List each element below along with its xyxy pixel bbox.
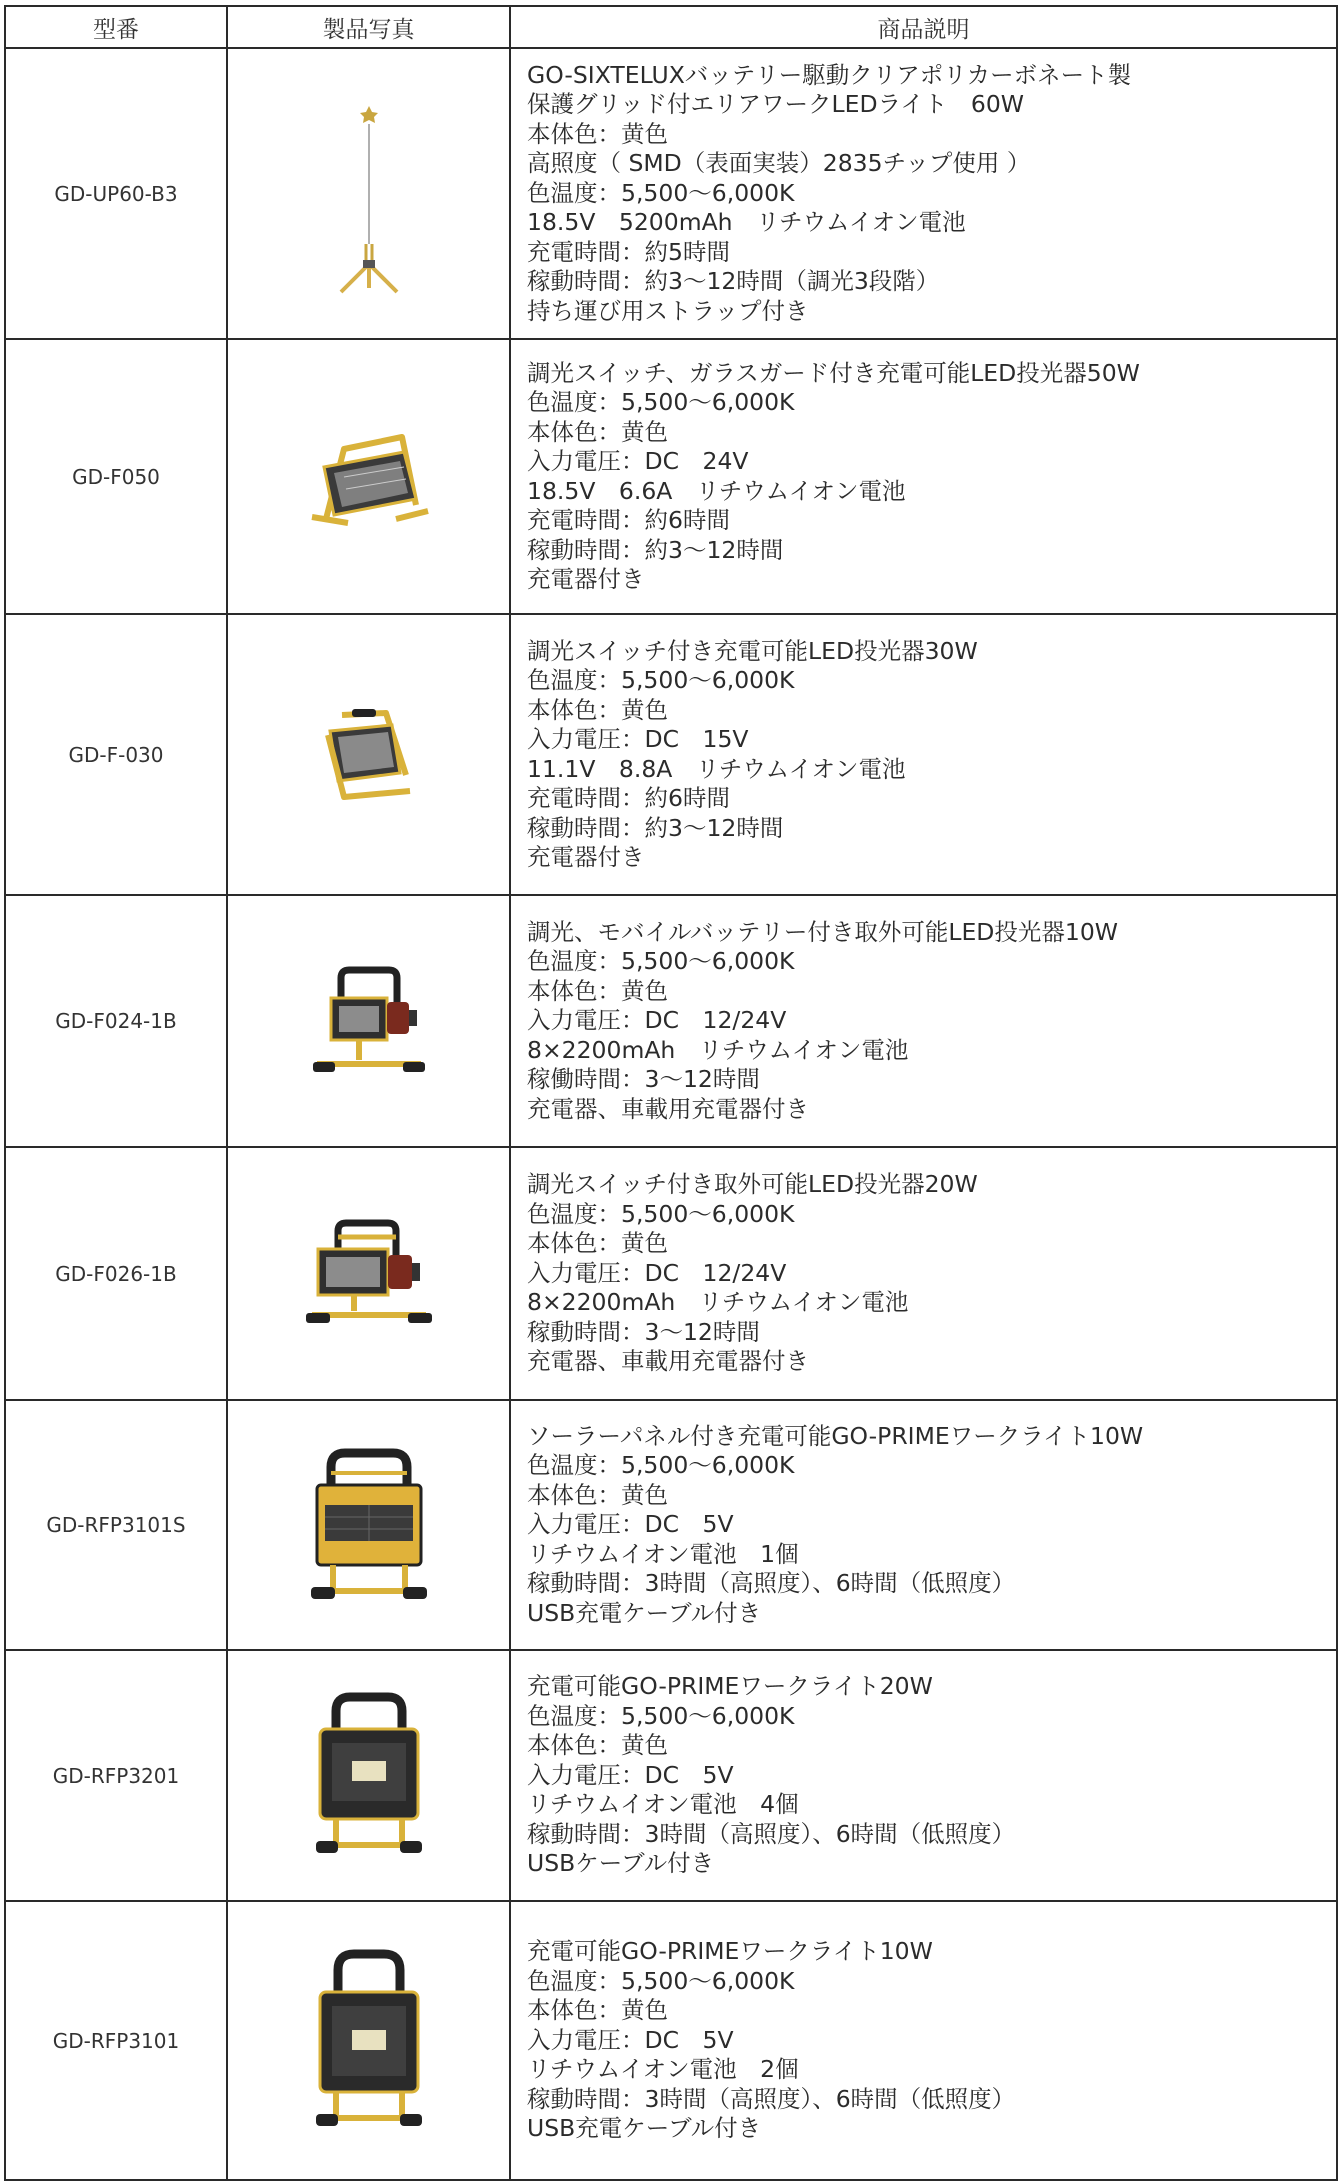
- desc-line: 入力電圧：DC 12/24V: [527, 1258, 787, 1287]
- desc-line: 充電時間：約6時間: [527, 784, 730, 812]
- product-table: [4, 5, 1338, 2181]
- floodlight-30w-icon: [314, 705, 424, 805]
- desc-line: 本体色：黄色: [527, 417, 668, 446]
- table-row: [5, 1650, 1337, 1901]
- model-number: GD-F050: [5, 339, 227, 614]
- desc-line: 稼動時間：約3～12時間: [527, 813, 784, 842]
- desc-line: 本体色：黄色: [527, 695, 668, 724]
- desc-line: 本体色：黄色: [527, 1996, 668, 2025]
- product-description: [510, 339, 1337, 614]
- desc-line: 色温度：5,500～6,000K: [527, 178, 795, 207]
- table-row: [5, 48, 1337, 339]
- desc-line: 調光スイッチ、ガラスガード付き充電可能LED投光器50W: [527, 358, 1140, 387]
- desc-line: 色温度：5,500～6,000K: [527, 666, 795, 694]
- desc-line: 入力電圧：DC 5V: [527, 1760, 734, 1789]
- desc-line: 稼働時間：3～12時間: [527, 1065, 760, 1094]
- desc-line: リチウムイオン電池 4個: [527, 1790, 799, 1819]
- desc-line: 高照度（ SMD（表面実装）2835チップ使用 ）: [527, 149, 1031, 178]
- desc-line: 持ち運び用ストラップ付き: [527, 296, 809, 325]
- solar-worklight-icon: [309, 1445, 429, 1605]
- desc-line: 本体色：黄色: [527, 119, 668, 148]
- desc-line: 8×2200mAh リチウムイオン電池: [527, 1035, 909, 1064]
- desc-line: USB充電ケーブル付き: [527, 2114, 762, 2143]
- desc-line: 色温度：5,500～6,000K: [527, 947, 795, 976]
- desc-line: 調光スイッチ付き取外可能LED投光器20W: [527, 1170, 978, 1199]
- desc-line: 保護グリッド付エリアワークLEDライト 60W: [527, 90, 1025, 119]
- product-photo: [227, 614, 510, 895]
- desc-line: 充電器、車載用充電器付き: [527, 1094, 809, 1123]
- model-number: GD-F024-1B: [5, 895, 227, 1147]
- product-photo: [227, 1147, 510, 1400]
- model-number: GD-RFP3201: [5, 1650, 227, 1901]
- desc-line: 充電器付き: [527, 843, 645, 871]
- floodlight-20w-icon: [304, 1219, 434, 1329]
- table-row: [5, 339, 1337, 614]
- desc-line: 充電可能GO-PRIMEワークライト20W: [527, 1672, 933, 1701]
- model-number: GD-F026-1B: [5, 1147, 227, 1400]
- desc-line: 11.1V 8.8A リチウムイオン電池: [527, 754, 906, 783]
- desc-line: 本体色：黄色: [527, 1731, 668, 1760]
- desc-line: 色温度：5,500～6,000K: [527, 1966, 795, 1995]
- desc-line: 稼動時間：3時間（高照度）、6時間（低照度）: [527, 1569, 1016, 1598]
- product-photo: [227, 1650, 510, 1901]
- table-row: [5, 1901, 1337, 2180]
- desc-line: 色温度：5,500～6,000K: [527, 388, 795, 416]
- floodlight-50w-icon: [304, 427, 434, 527]
- table-row: [5, 1400, 1337, 1650]
- desc-line: 入力電圧：DC 15V: [527, 725, 749, 753]
- model-number: GD-RFP3101: [5, 1901, 227, 2180]
- desc-line: 稼動時間：約3～12時間: [527, 535, 784, 564]
- desc-line: 稼動時間：3時間（高照度）、6時間（低照度）: [527, 1819, 1016, 1848]
- desc-line: USB充電ケーブル付き: [527, 1598, 762, 1627]
- product-photo: [227, 1400, 510, 1650]
- product-description: [510, 48, 1337, 339]
- product-description: [510, 1650, 1337, 1901]
- worklight-20w-icon: [314, 1691, 424, 1861]
- header-photo: 製品写真: [227, 6, 510, 48]
- product-description: [510, 1901, 1337, 2180]
- product-photo: [227, 339, 510, 614]
- model-number: GD-F-030: [5, 614, 227, 895]
- table-row: [5, 895, 1337, 1147]
- desc-line: リチウムイオン電池 2個: [527, 2055, 799, 2084]
- desc-line: 本体色：黄色: [527, 976, 668, 1005]
- table-row: [5, 1147, 1337, 1400]
- product-description: [510, 1400, 1337, 1650]
- product-photo: [227, 48, 510, 339]
- desc-line: 稼動時間：3～12時間: [527, 1317, 760, 1346]
- desc-line: 入力電圧：DC 12/24V: [527, 1006, 787, 1035]
- header-model: 型番: [5, 6, 227, 48]
- desc-line: 入力電圧：DC 5V: [527, 2025, 734, 2054]
- desc-line: 稼動時間：3時間（高照度）、6時間（低照度）: [527, 2084, 1016, 2113]
- desc-line: 本体色：黄色: [527, 1229, 668, 1258]
- floodlight-10w-icon: [309, 964, 429, 1079]
- desc-line: 充電可能GO-PRIMEワークライト10W: [527, 1937, 933, 1966]
- desc-line: ソーラーパネル付き充電可能GO-PRIMEワークライト10W: [527, 1421, 1144, 1450]
- product-photo: [227, 1901, 510, 2180]
- desc-line: 18.5V 6.6A リチウムイオン電池: [527, 476, 906, 505]
- desc-line: 色温度：5,500～6,000K: [527, 1451, 795, 1480]
- product-description: [510, 895, 1337, 1147]
- desc-line: 調光、モバイルバッテリー付き取外可能LED投光器10W: [527, 917, 1119, 946]
- desc-line: 色温度：5,500～6,000K: [527, 1701, 795, 1730]
- product-description: [510, 1147, 1337, 1400]
- desc-line: 充電器付き: [527, 565, 645, 593]
- desc-line: 色温度：5,500～6,000K: [527, 1199, 795, 1228]
- header-description: 商品説明: [510, 6, 1337, 48]
- product-description: [510, 614, 1337, 895]
- desc-line: リチウムイオン電池 1個: [527, 1539, 799, 1568]
- desc-line: 充電器、車載用充電器付き: [527, 1347, 809, 1376]
- desc-line: USBケーブル付き: [527, 1849, 715, 1878]
- model-number: GD-RFP3101S: [5, 1400, 227, 1650]
- table-row: [5, 614, 1337, 895]
- product-photo: [227, 895, 510, 1147]
- model-number: GD-UP60-B3: [5, 48, 227, 339]
- desc-line: 8×2200mAh リチウムイオン電池: [527, 1288, 909, 1317]
- desc-line: 充電時間：約6時間: [527, 506, 730, 534]
- tripod-area-light-icon: [329, 94, 409, 294]
- desc-line: 調光スイッチ付き充電可能LED投光器30W: [527, 636, 978, 665]
- desc-line: 入力電圧：DC 5V: [527, 1510, 734, 1539]
- desc-line: 入力電圧：DC 24V: [527, 447, 749, 475]
- product-spec-sheet: [4, 5, 1336, 2181]
- worklight-10w-icon: [314, 1946, 424, 2136]
- desc-line: 充電時間：約5時間: [527, 237, 730, 266]
- desc-line: 本体色：黄色: [527, 1480, 668, 1509]
- desc-line: 18.5V 5200mAh リチウムイオン電池: [527, 208, 966, 237]
- desc-line: GO-SIXTELUXバッテリー駆動クリアポリカーボネート製: [527, 60, 1132, 89]
- table-header-row: [5, 6, 1337, 48]
- desc-line: 稼動時間：約3～12時間（調光3段階）: [527, 267, 940, 296]
